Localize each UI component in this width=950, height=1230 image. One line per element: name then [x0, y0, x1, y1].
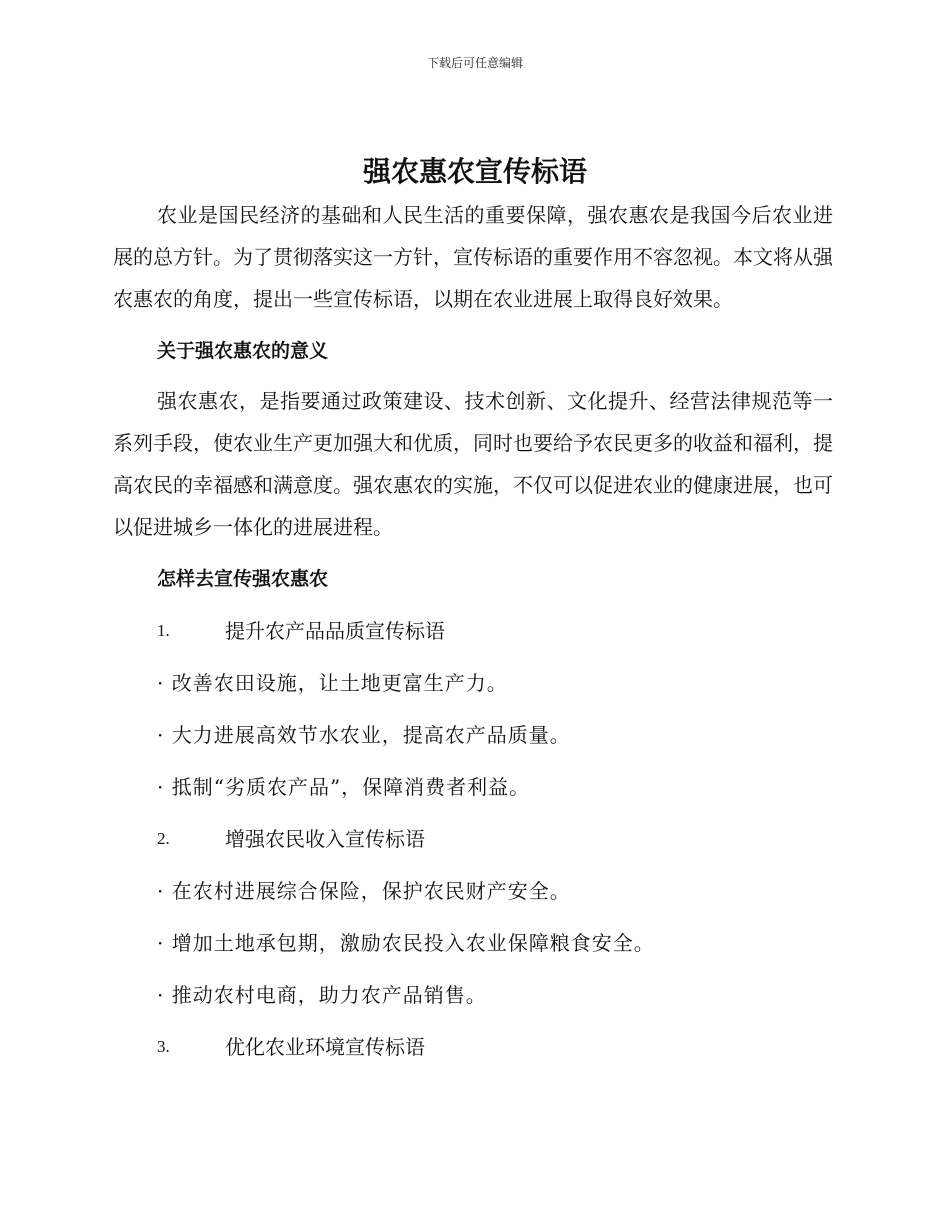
list-number: 2.: [157, 829, 170, 848]
list-item-label: 优化农业环境宣传标语: [225, 1035, 425, 1059]
bullet-item: · 大力进展高效节水农业，提高农产品质量。: [157, 723, 571, 747]
list-item-label: 提升农产品品质宣传标语: [225, 619, 445, 643]
intro-paragraph: 农业是国民经济的基础和人民生活的重要保障，强农惠农是我国今后农业进展的总方针。为了贯彻落实这一方针，宣传标语的重要作用不容忽视。本文将从强农惠农的角度，提出一些宣传标语，以期在农业进展上取得良好效果。: [113, 203, 833, 311]
section-heading-meaning: 关于强农惠农的意义: [157, 340, 329, 362]
page-title: 强农惠农宣传标语: [362, 155, 587, 188]
meaning-paragraph: 强农惠农，是指要通过政策建设、技术创新、文化提升、经营法律规范等一系列手段，使农业生产更加强大和优质，同时也要给予农民更多的收益和福利，提高农民的幸福感和满意度。强农惠农的实施，不仅可以促进农业的健康进展，也可以促进城乡一体化的进展进程。: [113, 389, 833, 539]
list-item-2: [157, 818, 833, 860]
list-item-3: [157, 1026, 833, 1068]
list-number: 1.: [157, 621, 170, 640]
list-item-1: [157, 610, 833, 652]
list-item-label: 增强农民收入宣传标语: [225, 827, 425, 851]
bullet-item: · 推动农村电商，助力农产品销售。: [157, 983, 487, 1007]
list-number: 3.: [157, 1037, 170, 1056]
bullet-item: · 增加土地承包期，激励农民投入农业保障粮食安全。: [157, 931, 655, 955]
bullet-item: · 抵制“劣质农产品”，保障消费者利益。: [157, 775, 531, 799]
bullet-item: · 在农村进展综合保险，保护农民财产安全。: [157, 879, 571, 903]
bullet-item: · 改善农田设施，让土地更富生产力。: [157, 671, 508, 695]
section-heading-promotion: 怎样去宣传强农惠农: [157, 568, 329, 590]
header-note: 下载后可任意编辑: [426, 56, 523, 70]
document-body: [113, 194, 833, 1068]
